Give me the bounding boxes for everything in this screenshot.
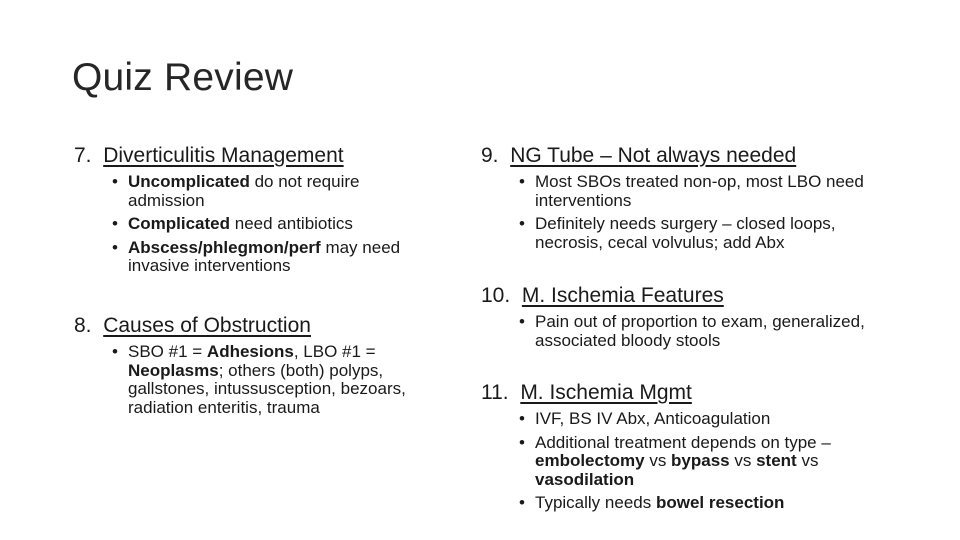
text: , LBO #1 = <box>293 342 376 361</box>
list-item <box>108 173 438 210</box>
text: vs <box>796 451 819 470</box>
list-item: • IVF, BS IV Abx, Anticoagulation <box>515 410 875 429</box>
bullet-list <box>515 313 895 350</box>
section-title: Causes of Obstruction <box>103 314 311 337</box>
list-item <box>108 343 448 417</box>
section-title: M. Ischemia Features <box>521 284 724 307</box>
section-ischemia-mgmt <box>481 380 921 518</box>
section-title: Diverticulitis Management <box>103 144 344 167</box>
section-diverticulitis-management <box>74 143 454 281</box>
section-heading <box>481 143 921 169</box>
bold-text: embolectomy <box>535 451 645 470</box>
section-causes-of-obstruction <box>74 313 464 422</box>
section-heading <box>481 283 921 309</box>
list-item <box>515 434 875 490</box>
text: may need invasive interventions <box>128 237 401 275</box>
section-number: 8. <box>74 314 92 337</box>
list-item <box>108 239 438 276</box>
text: need antibiotics <box>230 214 353 233</box>
text: do not require admission <box>128 172 360 210</box>
list-item: • Definitely needs surgery – closed loops, necrosis, cecal volvulus; add Abx <box>515 215 895 252</box>
bold-text: Neoplasms <box>128 360 219 380</box>
bold-text: Adhesions <box>206 342 294 361</box>
bullet-list <box>108 173 438 276</box>
bullet-list <box>108 343 448 417</box>
bold-text: Uncomplicated <box>128 172 250 191</box>
text: vs <box>644 451 672 470</box>
bullet-list <box>515 173 895 252</box>
bullet-list <box>515 410 875 513</box>
section-ng-tube <box>481 143 921 257</box>
list-item <box>108 215 438 234</box>
section-heading <box>481 380 921 406</box>
section-number: 11. <box>481 381 509 404</box>
bold-text: bypass <box>671 451 730 470</box>
text: Typically needs <box>535 493 656 512</box>
list-item <box>515 494 875 513</box>
section-number: 10. <box>481 284 511 307</box>
bold-text: Abscess/phlegmon/perf <box>128 237 321 257</box>
bold-text: vasodilation <box>535 469 635 489</box>
bold-text: bowel resection <box>655 493 785 512</box>
slide-title: Quiz Review <box>72 56 294 99</box>
section-ischemia-features <box>481 283 921 355</box>
section-heading <box>74 143 454 169</box>
section-number: 9. <box>481 144 499 167</box>
section-title: NG Tube – Not always needed <box>510 144 797 167</box>
section-number: 7. <box>74 144 92 167</box>
bold-text: stent <box>756 451 797 470</box>
bold-text: Complicated <box>128 214 231 233</box>
text: vs <box>729 451 757 470</box>
section-heading <box>74 313 464 339</box>
section-title: M. Ischemia Mgmt <box>520 381 692 404</box>
list-item: • Pain out of proportion to exam, generalized, associated bloody stools <box>515 313 895 350</box>
text: SBO #1 = <box>128 342 207 361</box>
text: Additional treatment depends on type – <box>535 432 831 452</box>
list-item: • Most SBOs treated non-op, most LBO need interventions <box>515 173 895 210</box>
text: ; others (both) polyps, gallstones, intussusception, bezoars, radiation enteritis, trauma <box>128 360 406 417</box>
